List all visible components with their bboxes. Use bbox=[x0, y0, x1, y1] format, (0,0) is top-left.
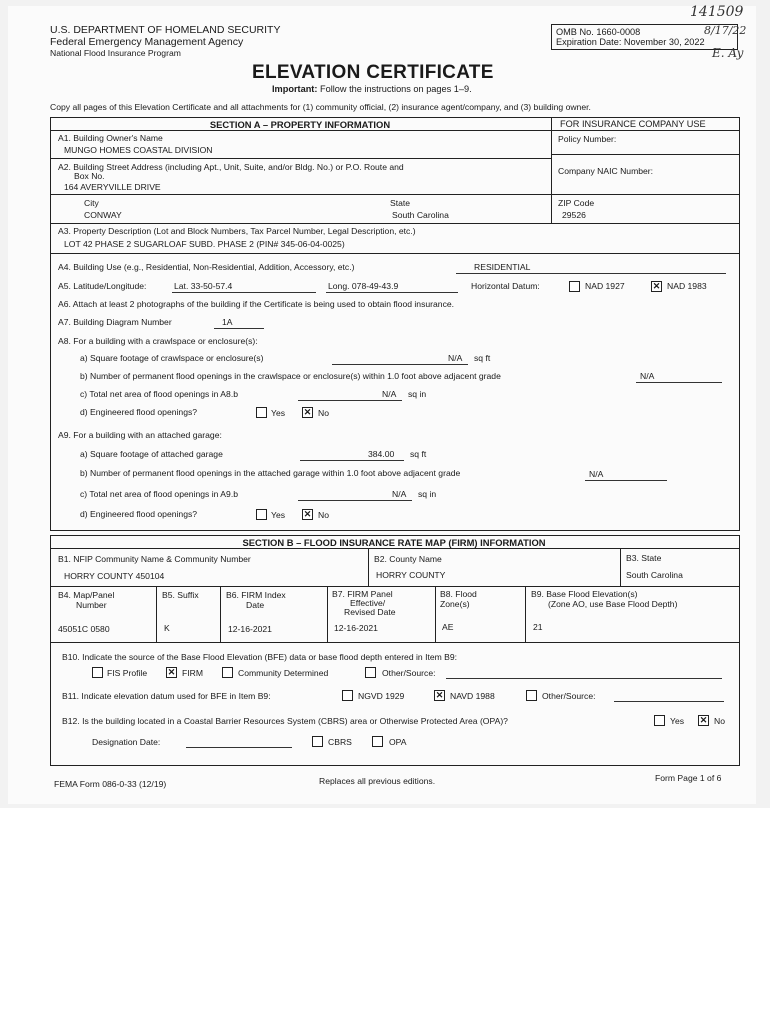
b10-label: B10. Indicate the source of the Base Flood Elevation (BFE) data or base flood depth entered in Item B9: bbox=[62, 652, 458, 662]
b11-other-label: Other/Source: bbox=[542, 691, 596, 701]
b7-label-line2: Effective/ bbox=[350, 598, 386, 608]
a8d-no-checkbox[interactable]: ✕ bbox=[303, 407, 312, 417]
b8-flood-zone-value[interactable]: AE bbox=[442, 622, 454, 632]
b4-label-line2: Number bbox=[76, 600, 107, 610]
a9b-label: b) Number of permanent flood openings in the attached garage within 1.0 foot above adjacent grade bbox=[80, 468, 461, 478]
a8a-value[interactable]: N/A bbox=[448, 353, 463, 363]
horizontal-datum-label: Horizontal Datum: bbox=[471, 281, 540, 291]
a9d-label: d) Engineered flood openings? bbox=[80, 509, 198, 519]
b2-county-value[interactable]: HORRY COUNTY bbox=[376, 570, 446, 580]
zip-label: ZIP Code bbox=[558, 198, 595, 208]
b10-other-field[interactable] bbox=[446, 678, 722, 679]
a9d-yes-label: Yes bbox=[271, 510, 286, 520]
b11-label: B11. Indicate elevation datum used for BFE in Item B9: bbox=[62, 691, 271, 701]
naic-number-label: Company NAIC Number: bbox=[558, 166, 654, 176]
nad1927-label: NAD 1927 bbox=[585, 281, 625, 291]
opa-checkbox[interactable] bbox=[372, 736, 383, 747]
a9b-value[interactable]: N/A bbox=[589, 469, 604, 479]
page-number: Form Page 1 of 6 bbox=[655, 773, 722, 783]
b10-other-label: Other/Source: bbox=[382, 668, 436, 678]
a1-owner-name[interactable]: MUNGO HOMES COASTAL DIVISION bbox=[64, 145, 213, 155]
a3-property-description[interactable]: LOT 42 PHASE 2 SUGARLOAF SUBD. PHASE 2 (PIN# 345-06-04-0025) bbox=[64, 239, 345, 249]
a5-longitude[interactable]: Long. 078-49-43.9 bbox=[328, 281, 399, 291]
a7-label: A7. Building Diagram Number bbox=[58, 317, 172, 327]
a8a-unit: sq ft bbox=[474, 353, 491, 363]
a8c-unit: sq in bbox=[408, 389, 427, 399]
a8d-yes-label: Yes bbox=[271, 408, 286, 418]
zip-value[interactable]: 29526 bbox=[562, 210, 586, 220]
b10-community-checkbox[interactable] bbox=[222, 667, 233, 678]
designation-date-field[interactable] bbox=[186, 747, 292, 748]
b11-navd-checkbox[interactable]: ✕ bbox=[435, 690, 444, 700]
b4-label: B4. Map/Panel bbox=[58, 590, 115, 600]
a8a-label: a) Square footage of crawlspace or enclosure(s) bbox=[80, 353, 264, 363]
b6-firm-index-value[interactable]: 12-16-2021 bbox=[228, 624, 272, 634]
cbrs-checkbox[interactable] bbox=[312, 736, 323, 747]
a8d-no-label: No bbox=[318, 408, 329, 418]
b11-navd-label: NAVD 1988 bbox=[450, 691, 495, 701]
a3-label: A3. Property Description (Lot and Block Numbers, Tax Parcel Number, Legal Description, etc.) bbox=[58, 226, 416, 236]
b4-map-panel-value[interactable]: 45051C 0580 bbox=[58, 624, 110, 634]
opa-label: OPA bbox=[389, 737, 407, 747]
b9-label: B9. Base Flood Elevation(s) bbox=[531, 589, 638, 599]
b8-label: B8. Flood bbox=[440, 589, 477, 599]
b11-ngvd-checkbox[interactable] bbox=[342, 690, 353, 701]
program-name: National Flood Insurance Program bbox=[50, 48, 181, 58]
a8c-value[interactable]: N/A bbox=[382, 389, 397, 399]
handwritten-date: 8/17/22 bbox=[704, 24, 747, 37]
a9-label: A9. For a building with an attached garage: bbox=[58, 430, 222, 440]
b11-other-field[interactable] bbox=[614, 701, 724, 702]
agency-name: U.S. DEPARTMENT OF HOMELAND SECURITY bbox=[50, 24, 281, 36]
page-title: ELEVATION CERTIFICATE bbox=[252, 62, 494, 83]
designation-date-label: Designation Date: bbox=[92, 737, 161, 747]
replaces-note: Replaces all previous editions. bbox=[319, 776, 436, 786]
b10-other-checkbox[interactable] bbox=[365, 667, 376, 678]
b10-fis-label: FIS Profile bbox=[107, 668, 148, 678]
a2-label-line2: Box No. bbox=[74, 171, 105, 181]
b10-community-label: Community Determined bbox=[238, 668, 329, 678]
b12-no-label: No bbox=[714, 716, 725, 726]
b12-yes-label: Yes bbox=[670, 716, 685, 726]
a9d-no-checkbox[interactable]: ✕ bbox=[303, 509, 312, 519]
b2-label: B2. County Name bbox=[374, 554, 442, 564]
a8d-label: d) Engineered flood openings? bbox=[80, 407, 198, 417]
b11-other-checkbox[interactable] bbox=[526, 690, 537, 701]
a5-label: A5. Latitude/Longitude: bbox=[58, 281, 147, 291]
city-value[interactable]: CONWAY bbox=[84, 210, 122, 220]
section-a-title: SECTION A – PROPERTY INFORMATION bbox=[209, 119, 391, 130]
handwritten-number: 141509 bbox=[690, 4, 744, 20]
b9-bfe-value[interactable]: 21 bbox=[533, 622, 543, 632]
b9-label-line2: (Zone AO, use Base Flood Depth) bbox=[548, 599, 678, 609]
expiration-date: Expiration Date: November 30, 2022 bbox=[556, 37, 705, 47]
nad1983-checkbox[interactable]: ✕ bbox=[652, 281, 661, 291]
state-value[interactable]: South Carolina bbox=[392, 210, 449, 220]
b3-label: B3. State bbox=[626, 553, 662, 563]
city-label: City bbox=[84, 198, 99, 208]
b3-state-value[interactable]: South Carolina bbox=[626, 570, 683, 580]
a9d-yes-checkbox[interactable] bbox=[256, 509, 267, 520]
b12-label: B12. Is the building located in a Coastal Barrier Resources System (CBRS) area or Otherwise Protected Area (OPA)? bbox=[62, 716, 508, 726]
a8c-label: c) Total net area of flood openings in A8.b bbox=[80, 389, 238, 399]
b10-firm-checkbox[interactable]: ✕ bbox=[167, 667, 176, 677]
a1-label: A1. Building Owner's Name bbox=[58, 133, 163, 143]
b5-label: B5. Suffix bbox=[162, 590, 199, 600]
b10-fis-checkbox[interactable] bbox=[92, 667, 103, 678]
b6-label-line2: Date bbox=[246, 600, 265, 610]
a8-label: A8. For a building with a crawlspace or enclosure(s): bbox=[58, 336, 258, 346]
b8-label-line2: Zone(s) bbox=[440, 599, 470, 609]
a7-diagram-number[interactable]: 1A bbox=[222, 317, 233, 327]
cbrs-label: CBRS bbox=[328, 737, 352, 747]
a8b-label: b) Number of permanent flood openings in the crawlspace or enclosure(s) within 1.0 foot above adjacent grade bbox=[80, 371, 501, 381]
a9c-label: c) Total net area of flood openings in A9.b bbox=[80, 489, 238, 499]
b12-no-checkbox[interactable]: ✕ bbox=[699, 715, 708, 725]
insurance-use-heading: FOR INSURANCE COMPANY USE bbox=[560, 119, 706, 129]
a8d-yes-checkbox[interactable] bbox=[256, 407, 267, 418]
form-number: FEMA Form 086-0-33 (12/19) bbox=[54, 779, 167, 789]
b7-firm-panel-value[interactable]: 12-16-2021 bbox=[334, 623, 378, 633]
important-label: Important: bbox=[272, 84, 318, 94]
section-b-title: SECTION B – FLOOD INSURANCE RATE MAP (FIRM) INFORMATION bbox=[242, 537, 546, 548]
b11-ngvd-label: NGVD 1929 bbox=[358, 691, 405, 701]
a9d-no-label: No bbox=[318, 510, 329, 520]
a2-street-address[interactable]: 164 AVERYVILLE DRIVE bbox=[64, 182, 161, 192]
a4-label: A4. Building Use (e.g., Residential, Non-Residential, Addition, Accessory, etc.) bbox=[58, 262, 355, 272]
a5-latitude[interactable]: Lat. 33-50-57.4 bbox=[174, 281, 233, 291]
handwritten-initials: E. Ay bbox=[712, 46, 744, 60]
a9a-unit: sq ft bbox=[410, 449, 427, 459]
a2-label: A2. Building Street Address (including Apt., Unit, Suite, and/or Bldg. No.) or P.O. Route and bbox=[58, 162, 404, 172]
omb-number: OMB No. 1660-0008 bbox=[556, 27, 641, 37]
a9a-value[interactable]: 384.00 bbox=[368, 449, 395, 459]
nad1927-checkbox[interactable] bbox=[569, 281, 580, 292]
b6-label: B6. FIRM Index bbox=[226, 590, 286, 600]
b1-label: B1. NFIP Community Name & Community Number bbox=[58, 554, 251, 564]
b12-yes-checkbox[interactable] bbox=[654, 715, 665, 726]
important-text: Follow the instructions on pages 1–9. bbox=[319, 84, 472, 94]
b7-label: B7. FIRM Panel bbox=[332, 589, 393, 599]
policy-number-label: Policy Number: bbox=[558, 134, 617, 144]
b10-firm-label: FIRM bbox=[182, 668, 204, 678]
nad1983-label: NAD 1983 bbox=[667, 281, 707, 291]
b5-suffix-value[interactable]: K bbox=[164, 623, 170, 633]
b1-community-value[interactable]: HORRY COUNTY 450104 bbox=[64, 571, 165, 581]
state-label: State bbox=[390, 198, 411, 208]
copy-instructions: Copy all pages of this Elevation Certificate and all attachments for (1) community official, (2) insurance agent/company, and (3) building owner. bbox=[50, 102, 591, 112]
a9a-label: a) Square footage of attached garage bbox=[80, 449, 223, 459]
a9c-value[interactable]: N/A bbox=[392, 489, 407, 499]
a9c-unit: sq in bbox=[418, 489, 437, 499]
a6-label: A6. Attach at least 2 photographs of the building if the Certificate is being used to obtain flood insurance. bbox=[58, 299, 455, 309]
a4-building-use[interactable]: RESIDENTIAL bbox=[474, 262, 531, 272]
agency-subname: Federal Emergency Management Agency bbox=[50, 36, 244, 48]
a8b-value[interactable]: N/A bbox=[640, 371, 655, 381]
b7-label-line3: Revised Date bbox=[344, 607, 396, 617]
